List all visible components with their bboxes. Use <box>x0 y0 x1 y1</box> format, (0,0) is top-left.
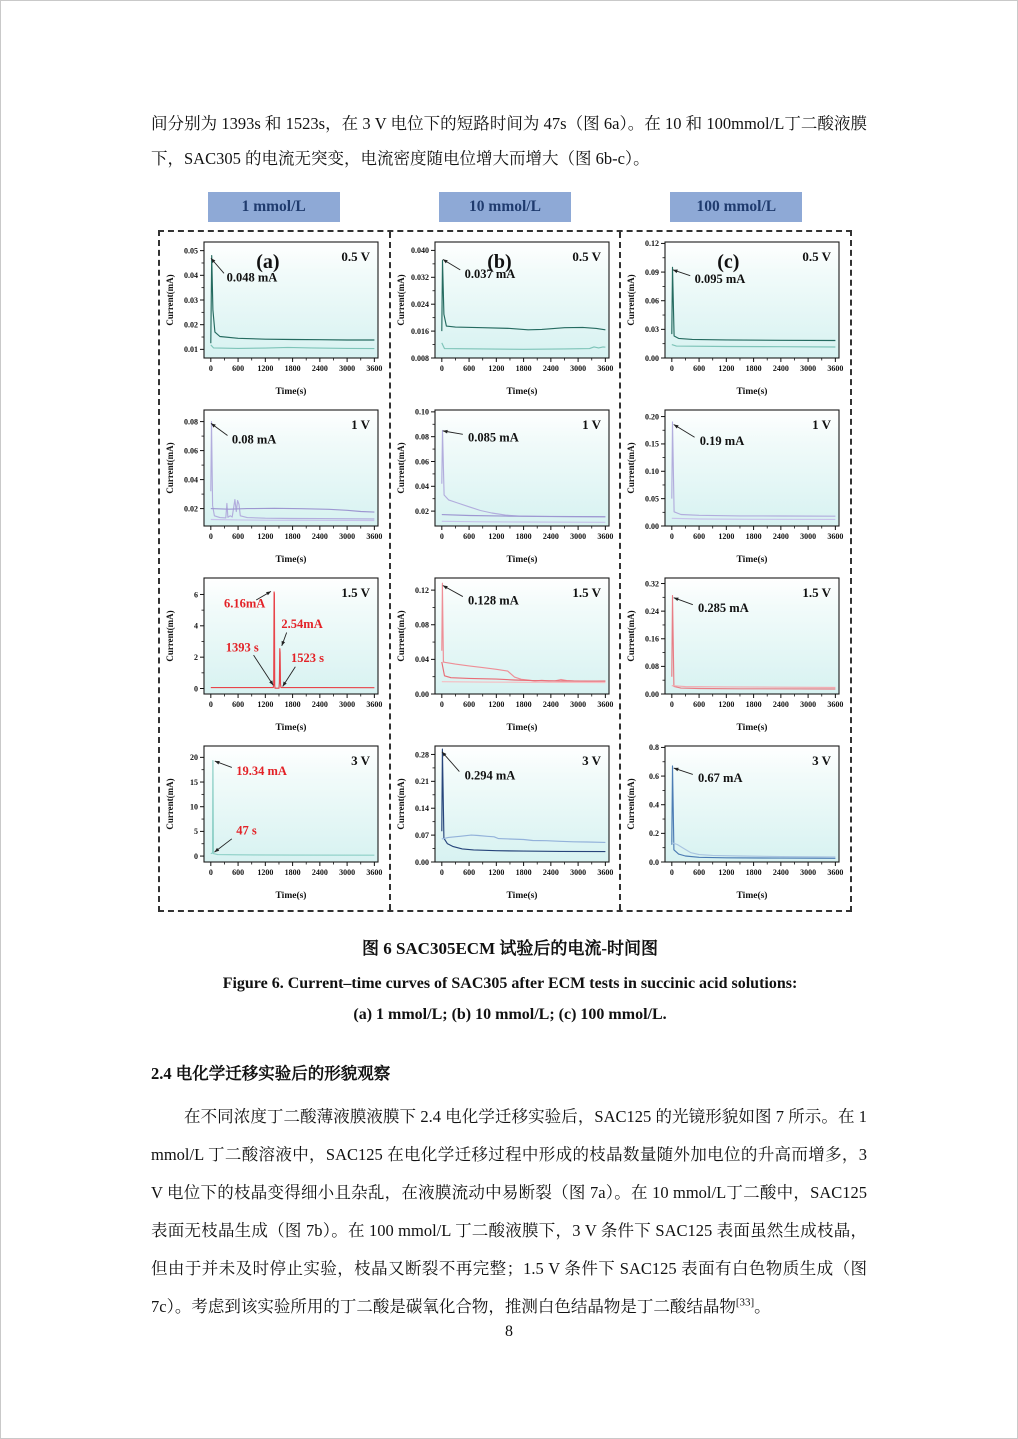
svg-text:600: 600 <box>693 868 706 878</box>
svg-text:3000: 3000 <box>569 868 586 878</box>
svg-text:3000: 3000 <box>800 532 817 542</box>
svg-text:1200: 1200 <box>487 364 504 374</box>
svg-text:0.04: 0.04 <box>183 271 198 281</box>
svg-text:2400: 2400 <box>311 364 328 374</box>
svg-text:2400: 2400 <box>542 700 559 710</box>
svg-text:0.00: 0.00 <box>645 690 660 700</box>
svg-text:0: 0 <box>193 852 198 862</box>
svg-text:1200: 1200 <box>487 700 504 710</box>
svg-text:6.16mA: 6.16mA <box>223 596 266 611</box>
svg-text:0.19 mA: 0.19 mA <box>699 434 745 449</box>
svg-text:0: 0 <box>193 684 198 694</box>
svg-text:3600: 3600 <box>596 364 613 374</box>
svg-text:1800: 1800 <box>515 868 532 878</box>
svg-text:4: 4 <box>193 621 198 631</box>
svg-text:0.06: 0.06 <box>183 446 198 456</box>
svg-text:0.14: 0.14 <box>414 804 429 814</box>
svg-text:(c): (c) <box>717 251 740 274</box>
svg-text:0.12: 0.12 <box>414 586 429 596</box>
svg-text:Time(s): Time(s) <box>736 891 768 902</box>
svg-text:0: 0 <box>208 868 213 878</box>
svg-text:0.03: 0.03 <box>645 325 660 335</box>
svg-text:5: 5 <box>193 827 198 837</box>
svg-text:2400: 2400 <box>311 700 328 710</box>
svg-text:0.32: 0.32 <box>645 579 660 589</box>
svg-text:Current(mA): Current(mA) <box>395 442 406 494</box>
figure-caption-en-line1: Figure 6. Current–time curves of SAC305 after ECM tests in succinic acid solutions: <box>222 975 798 993</box>
svg-text:1800: 1800 <box>284 868 301 878</box>
svg-text:2400: 2400 <box>773 364 790 374</box>
svg-text:3000: 3000 <box>800 700 817 710</box>
svg-text:3600: 3600 <box>366 364 383 374</box>
svg-text:0: 0 <box>669 868 674 878</box>
svg-text:0.08: 0.08 <box>414 432 429 442</box>
svg-text:1523 s: 1523 s <box>290 651 324 666</box>
svg-text:2.54mA: 2.54mA <box>281 617 323 632</box>
svg-text:1 V: 1 V <box>812 417 832 433</box>
svg-text:0.02: 0.02 <box>414 507 429 517</box>
svg-text:1800: 1800 <box>284 364 301 374</box>
subplot-1-0.5V <box>162 236 387 402</box>
svg-text:3600: 3600 <box>596 868 613 878</box>
svg-text:0: 0 <box>208 700 213 710</box>
svg-text:3600: 3600 <box>827 364 844 374</box>
svg-text:Time(s): Time(s) <box>506 891 537 902</box>
svg-text:Current(mA): Current(mA) <box>626 442 637 494</box>
svg-text:3000: 3000 <box>338 364 355 374</box>
svg-text:Current(mA): Current(mA) <box>395 778 406 830</box>
figure-column-a <box>160 232 391 910</box>
svg-text:0.04: 0.04 <box>414 655 429 665</box>
svg-text:600: 600 <box>462 364 475 374</box>
svg-text:0.016: 0.016 <box>410 327 429 337</box>
svg-text:Current(mA): Current(mA) <box>164 442 175 494</box>
svg-text:3600: 3600 <box>596 532 613 542</box>
subplot-10-1.5V <box>393 572 618 738</box>
svg-text:1 V: 1 V <box>350 417 370 433</box>
svg-text:1800: 1800 <box>745 532 762 542</box>
svg-text:0.00: 0.00 <box>414 858 429 868</box>
svg-text:Time(s): Time(s) <box>506 555 537 566</box>
subplot-100-3V <box>623 740 848 906</box>
figure-6-box <box>158 230 852 912</box>
svg-text:0.6: 0.6 <box>649 772 660 782</box>
svg-text:0.5 V: 0.5 V <box>341 249 370 265</box>
svg-text:1800: 1800 <box>745 868 762 878</box>
intro-paragraph: 间分别为 1393s 和 1523s，在 3 V 电位下的短路时间为 47s（图 6a）。在 10 和 100mmol/L丁二酸液膜下，SAC305 的电流无突变，电流密度随电位增大而增大（图 6b-c）。 <box>151 114 867 168</box>
svg-text:1200: 1200 <box>257 868 274 878</box>
svg-text:0.008: 0.008 <box>410 354 429 364</box>
svg-text:(a): (a) <box>256 251 280 274</box>
citation-ref: [33] <box>735 1296 755 1309</box>
svg-text:2400: 2400 <box>542 532 559 542</box>
svg-text:2400: 2400 <box>542 868 559 878</box>
svg-text:3600: 3600 <box>827 532 844 542</box>
subplot-100-1.5V <box>623 572 848 738</box>
svg-text:0.01: 0.01 <box>183 345 198 355</box>
svg-text:1200: 1200 <box>718 868 735 878</box>
svg-text:0: 0 <box>439 868 444 878</box>
svg-text:0.09: 0.09 <box>645 268 660 278</box>
svg-text:0.024: 0.024 <box>410 300 429 310</box>
svg-text:0.294 mA: 0.294 mA <box>464 768 515 783</box>
body-text: 在不同浓度丁二酸薄液膜液膜下 2.4 电化学迁移实验后，SAC125 的光镜形貌如图 7 所示。在 1 mmol/L 丁二酸溶液中，SAC125 在电化学迁移过程中形成的枝晶数量随外加电位的升高而增多，3 V 电位下的枝晶变得细小且杂乱，在液膜流动中易断裂（图 7a）。在 10 mmol/L丁二酸中，SAC125 表面无枝晶生成（图 7b）。在 100 mmol/L 丁二酸液膜下，3 V 条件下 SAC125 表面虽然生成枝晶，但由于并未及时停止实验，枝晶又断裂不再完整；1.5 V 条件下 SAC125 表面有白色物质生成（图 7c）。考虑到该实验所用的丁二酸是碳氧化合物，推测白色结晶物是丁二酸结晶物 <box>151 1107 867 1316</box>
svg-text:2400: 2400 <box>311 532 328 542</box>
svg-text:1 V: 1 V <box>581 417 601 433</box>
svg-text:3600: 3600 <box>366 532 383 542</box>
svg-text:2400: 2400 <box>542 364 559 374</box>
body-text-end: 。 <box>754 1296 771 1316</box>
svg-text:0: 0 <box>439 364 444 374</box>
svg-text:600: 600 <box>231 532 244 542</box>
svg-text:600: 600 <box>231 364 244 374</box>
svg-text:0.21: 0.21 <box>414 777 429 787</box>
svg-text:600: 600 <box>462 700 475 710</box>
svg-text:0.10: 0.10 <box>414 407 429 417</box>
concentration-header-2: 10 mmol/L <box>439 192 571 222</box>
svg-text:0.085 mA: 0.085 mA <box>467 430 519 445</box>
svg-text:3600: 3600 <box>827 700 844 710</box>
svg-text:Time(s): Time(s) <box>506 387 537 398</box>
svg-text:0.5 V: 0.5 V <box>802 249 832 265</box>
svg-text:1200: 1200 <box>257 364 274 374</box>
svg-text:3 V: 3 V <box>581 753 601 769</box>
svg-text:1200: 1200 <box>487 868 504 878</box>
figure-caption-en-line2: (a) 1 mmol/L; (b) 10 mmol/L; (c) 100 mmol/L. <box>353 1005 667 1023</box>
subplot-10-3V <box>393 740 618 906</box>
svg-text:2: 2 <box>193 653 198 663</box>
concentration-header-1: 1 mmol/L <box>208 192 340 222</box>
svg-text:0.08 mA: 0.08 mA <box>231 432 277 447</box>
svg-text:1200: 1200 <box>718 364 735 374</box>
svg-text:2400: 2400 <box>773 868 790 878</box>
svg-text:0.05: 0.05 <box>645 494 660 504</box>
svg-text:0.032: 0.032 <box>410 273 429 283</box>
svg-text:1200: 1200 <box>257 700 274 710</box>
svg-text:Time(s): Time(s) <box>736 555 768 566</box>
svg-text:3600: 3600 <box>596 700 613 710</box>
svg-text:0.128 mA: 0.128 mA <box>467 593 519 608</box>
svg-text:0: 0 <box>439 700 444 710</box>
section-heading: 2.4 电化学迁移实验后的形貌观察 <box>151 1064 391 1084</box>
svg-text:1800: 1800 <box>515 532 532 542</box>
svg-text:Time(s): Time(s) <box>275 387 307 398</box>
svg-text:600: 600 <box>693 532 706 542</box>
svg-text:3600: 3600 <box>366 868 383 878</box>
subplot-10-0.5V <box>393 236 618 402</box>
svg-text:0.24: 0.24 <box>645 607 660 617</box>
svg-text:0.00: 0.00 <box>414 690 429 700</box>
svg-text:0.06: 0.06 <box>414 457 429 467</box>
svg-text:Time(s): Time(s) <box>506 723 537 734</box>
svg-text:0.04: 0.04 <box>183 475 198 485</box>
svg-text:Time(s): Time(s) <box>275 555 307 566</box>
svg-text:3600: 3600 <box>827 868 844 878</box>
svg-text:Current(mA): Current(mA) <box>164 778 175 830</box>
svg-text:1.5 V: 1.5 V <box>571 585 601 601</box>
svg-text:20: 20 <box>189 753 198 763</box>
svg-text:3 V: 3 V <box>350 753 370 769</box>
svg-text:0: 0 <box>669 364 674 374</box>
svg-text:Time(s): Time(s) <box>736 723 768 734</box>
svg-text:0.00: 0.00 <box>645 354 660 364</box>
svg-text:1.5 V: 1.5 V <box>802 585 832 601</box>
svg-text:0.285 mA: 0.285 mA <box>698 601 749 616</box>
svg-text:3000: 3000 <box>338 700 355 710</box>
svg-text:Current(mA): Current(mA) <box>395 610 406 662</box>
svg-text:0.12: 0.12 <box>645 239 660 249</box>
svg-text:600: 600 <box>231 868 244 878</box>
svg-text:0.4: 0.4 <box>649 800 660 810</box>
svg-text:0.040: 0.040 <box>410 246 429 256</box>
svg-text:1800: 1800 <box>745 700 762 710</box>
svg-text:Current(mA): Current(mA) <box>395 274 406 326</box>
svg-text:600: 600 <box>462 868 475 878</box>
svg-text:0.05: 0.05 <box>183 246 198 256</box>
svg-text:3000: 3000 <box>800 364 817 374</box>
svg-text:10: 10 <box>189 802 198 812</box>
svg-text:0.67 mA: 0.67 mA <box>698 771 743 786</box>
svg-text:Current(mA): Current(mA) <box>626 274 637 326</box>
svg-text:0.8: 0.8 <box>649 743 660 753</box>
svg-text:3600: 3600 <box>366 700 383 710</box>
figure-column-c <box>621 232 850 910</box>
concentration-headers <box>158 192 852 222</box>
figure-caption-zh: 图 6 SAC305ECM 试验后的电流-时间图 <box>361 939 659 959</box>
svg-text:0.5 V: 0.5 V <box>571 249 601 265</box>
svg-text:0.02: 0.02 <box>183 504 198 514</box>
svg-text:15: 15 <box>189 778 198 788</box>
svg-text:0.28: 0.28 <box>414 750 429 760</box>
svg-text:0.08: 0.08 <box>414 620 429 630</box>
svg-text:600: 600 <box>462 532 475 542</box>
svg-text:Time(s): Time(s) <box>275 723 307 734</box>
svg-text:1800: 1800 <box>515 364 532 374</box>
svg-text:0: 0 <box>439 532 444 542</box>
subplot-1-1V <box>162 404 387 570</box>
svg-text:1800: 1800 <box>284 532 301 542</box>
svg-text:0.20: 0.20 <box>645 412 660 422</box>
svg-text:0.08: 0.08 <box>183 417 198 427</box>
svg-text:1800: 1800 <box>745 364 762 374</box>
svg-text:1200: 1200 <box>487 532 504 542</box>
svg-text:Current(mA): Current(mA) <box>626 778 637 830</box>
svg-text:3 V: 3 V <box>812 753 832 769</box>
concentration-header-3: 100 mmol/L <box>670 192 802 222</box>
svg-text:1800: 1800 <box>515 700 532 710</box>
subplot-100-0.5V <box>623 236 848 402</box>
svg-text:0.2: 0.2 <box>649 829 660 839</box>
svg-text:0: 0 <box>669 532 674 542</box>
svg-text:3000: 3000 <box>338 532 355 542</box>
svg-text:0.04: 0.04 <box>414 482 429 492</box>
svg-text:Current(mA): Current(mA) <box>626 610 637 662</box>
svg-text:19.34 mA: 19.34 mA <box>236 764 287 779</box>
svg-text:1200: 1200 <box>718 700 735 710</box>
subplot-1-1.5V <box>162 572 387 738</box>
svg-text:2400: 2400 <box>773 532 790 542</box>
figure-column-b <box>391 232 622 910</box>
svg-text:0: 0 <box>208 532 213 542</box>
svg-text:3000: 3000 <box>569 700 586 710</box>
svg-text:0.095 mA: 0.095 mA <box>694 272 746 287</box>
svg-text:6: 6 <box>193 590 198 600</box>
svg-text:600: 600 <box>693 364 706 374</box>
svg-text:0.03: 0.03 <box>183 296 198 306</box>
svg-text:600: 600 <box>693 700 706 710</box>
svg-text:600: 600 <box>231 700 244 710</box>
svg-text:0: 0 <box>208 364 213 374</box>
svg-text:0.07: 0.07 <box>414 831 429 841</box>
svg-text:(b): (b) <box>486 251 512 274</box>
subplot-100-1V <box>623 404 848 570</box>
svg-text:2400: 2400 <box>773 700 790 710</box>
svg-text:Time(s): Time(s) <box>275 891 307 902</box>
svg-text:3000: 3000 <box>800 868 817 878</box>
svg-text:3000: 3000 <box>338 868 355 878</box>
subplot-1-3V <box>162 740 387 906</box>
page-number: 8 <box>505 1323 513 1340</box>
svg-text:3000: 3000 <box>569 532 586 542</box>
svg-text:1800: 1800 <box>284 700 301 710</box>
svg-text:3000: 3000 <box>569 364 586 374</box>
svg-text:2400: 2400 <box>311 868 328 878</box>
svg-text:0.10: 0.10 <box>645 467 660 477</box>
svg-text:Current(mA): Current(mA) <box>164 610 175 662</box>
svg-text:0.16: 0.16 <box>645 634 660 644</box>
svg-text:Current(mA): Current(mA) <box>164 274 175 326</box>
svg-text:1200: 1200 <box>718 532 735 542</box>
svg-text:0.048 mA: 0.048 mA <box>226 270 278 285</box>
svg-text:0.0: 0.0 <box>649 858 660 868</box>
svg-text:1200: 1200 <box>257 532 274 542</box>
body-paragraph <box>151 1098 867 1326</box>
svg-text:47 s: 47 s <box>236 824 257 839</box>
svg-text:Time(s): Time(s) <box>736 387 768 398</box>
svg-text:0.08: 0.08 <box>645 662 660 672</box>
svg-text:0.06: 0.06 <box>645 296 660 306</box>
subplot-10-1V <box>393 404 618 570</box>
svg-text:0.02: 0.02 <box>183 320 198 330</box>
svg-text:0: 0 <box>669 700 674 710</box>
svg-text:0.00: 0.00 <box>645 522 660 532</box>
svg-text:0.037 mA: 0.037 mA <box>464 267 515 282</box>
svg-text:1.5 V: 1.5 V <box>341 585 370 601</box>
svg-text:0.15: 0.15 <box>645 440 660 450</box>
svg-text:1393 s: 1393 s <box>225 640 259 655</box>
